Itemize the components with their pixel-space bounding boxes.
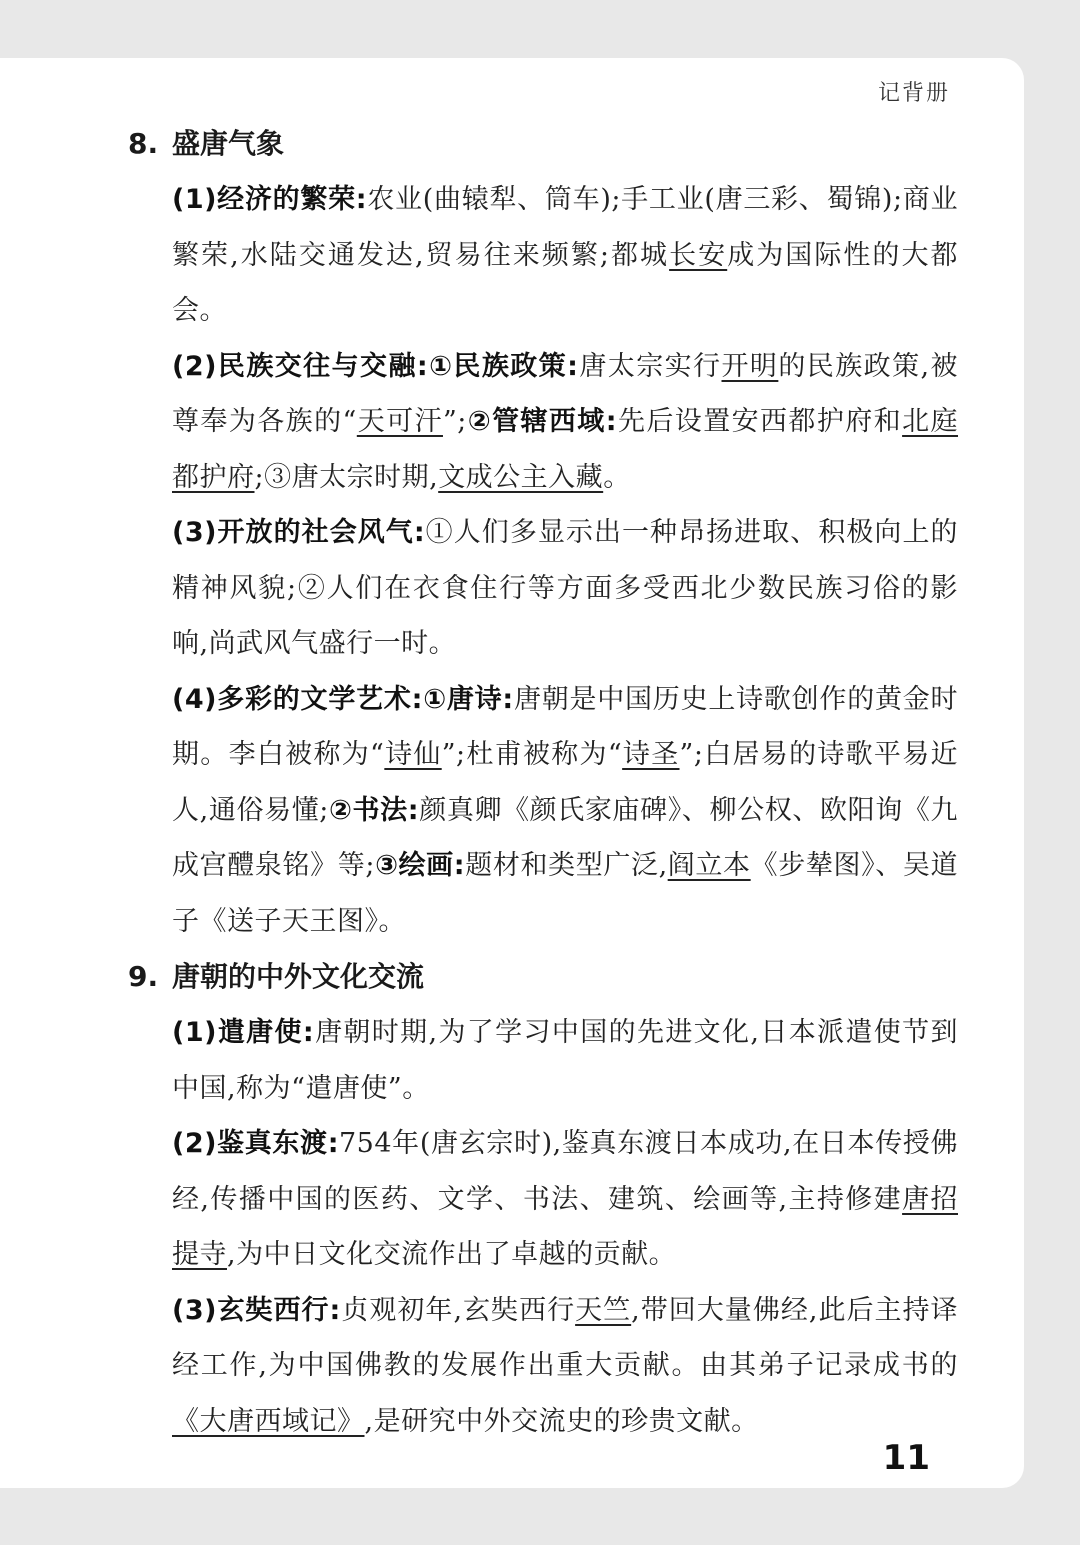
item-label: (2)鉴真东渡: xyxy=(172,1128,339,1159)
sub-label: ①唐诗: xyxy=(422,683,514,715)
item-text: ;③唐太宗时期, xyxy=(254,461,439,493)
page-sheet xyxy=(0,58,1024,1488)
section-heading: 唐朝的中外文化交流 xyxy=(172,960,425,993)
underlined-term: 北庭都护府 xyxy=(172,406,959,493)
sub-label: ②书法: xyxy=(328,794,420,826)
item-text: ,带回大量佛经,此后主持译经工作,为中国佛教的发展作出重大贡献。由其弟子记录成书的 xyxy=(172,1294,959,1381)
underlined-term: 诗圣 xyxy=(622,739,680,770)
section-8-title xyxy=(128,116,958,172)
section-heading: 盛唐气象 xyxy=(172,127,285,160)
running-header: 记背册 xyxy=(877,81,950,106)
item-text: 贞观初年,玄奘西行 xyxy=(340,1294,576,1326)
item-text: ,是研究中外交流史的珍贵文献。 xyxy=(364,1405,759,1437)
item-text: 754年(唐玄宗时),鉴真东渡日本成功,在日本传授佛经,传播中国的医药、文学、书法、建筑、绘画等,主持修建 xyxy=(172,1128,958,1215)
page-content xyxy=(128,116,958,1449)
item-text: 题材和类型广泛, xyxy=(465,850,668,881)
item-text: 唐朝是中国历史上诗歌创作的黄金时期。李白被称为“ xyxy=(172,683,959,770)
item-text: 。 xyxy=(603,461,631,493)
sub-label: ①民族政策: xyxy=(428,350,579,382)
item-text: 唐太宗实行 xyxy=(578,350,722,382)
s8-item-society xyxy=(172,505,958,672)
item-text: ”;白居易的诗歌平易近人,通俗易懂; xyxy=(172,739,959,826)
page-number: 11 xyxy=(882,1438,930,1478)
underlined-term: 天可汗 xyxy=(356,406,443,437)
item-text: ”;杜甫被称为“ xyxy=(441,739,623,770)
section-9-title xyxy=(128,949,958,1005)
section-number: 8. xyxy=(128,127,159,160)
item-label: (1)经济的繁荣: xyxy=(172,184,368,215)
section-number: 9. xyxy=(128,960,159,993)
s9-item-envoys xyxy=(172,1005,958,1116)
underlined-term: 唐招提寺 xyxy=(172,1183,958,1270)
item-label: (4)多彩的文学艺术: xyxy=(172,683,423,715)
underlined-term: 长安 xyxy=(669,239,728,271)
sub-label: ②管辖西域: xyxy=(466,406,618,437)
item-label: (3)开放的社会风气: xyxy=(172,517,426,548)
underlined-term: 天竺 xyxy=(575,1294,632,1326)
underlined-term: 开明 xyxy=(721,350,779,382)
underlined-term: 阎立本 xyxy=(667,850,751,881)
item-label: (3)玄奘西行: xyxy=(172,1294,341,1326)
item-text: 唐朝时期,为了学习中国的先进文化,日本派遣使节到中国,称为“遣唐使”。 xyxy=(172,1017,958,1104)
s8-item-arts xyxy=(172,672,958,950)
item-text: 农业(曲辕犁、筒车);手工业(唐三彩、蜀锦);商业繁荣,水陆交通发达,贸易往来频繁;都城 xyxy=(172,184,959,271)
item-text: ”; xyxy=(442,406,467,437)
s8-item-ethnic xyxy=(172,339,958,506)
item-text: 颜真卿《颜氏家庙碑》、柳公权、欧阳询《九成宫醴泉铭》等; xyxy=(172,794,959,881)
s9-item-jianzhen xyxy=(172,1116,958,1283)
item-text: 成为国际性的大都会。 xyxy=(172,239,959,326)
sub-label: ③绘画: xyxy=(374,850,466,881)
underlined-term: 诗仙 xyxy=(384,739,442,770)
item-text: 先后设置安西都护府和 xyxy=(617,406,903,437)
item-label: (1)遣唐使: xyxy=(172,1017,315,1048)
item-text: ,为中日文化交流作出了卓越的贡献。 xyxy=(227,1239,677,1270)
item-text: 的民族政策,被尊奉为各族的“ xyxy=(172,350,959,437)
s8-item-economy xyxy=(172,172,958,339)
item-text: 《步辇图》、吴道子《送子天王图》。 xyxy=(172,850,959,937)
item-label: (2)民族交往与交融: xyxy=(172,350,429,382)
item-text: ①人们多显示出一种昂扬进取、积极向上的精神风貌;②人们在衣食住行等方面多受西北少数民族习俗的影响,尚武风气盛行一时。 xyxy=(172,517,959,659)
s9-item-xuanzang xyxy=(172,1283,958,1450)
underlined-term: 文成公主入藏 xyxy=(438,461,604,493)
underlined-term: 《大唐西域记》 xyxy=(172,1405,365,1437)
